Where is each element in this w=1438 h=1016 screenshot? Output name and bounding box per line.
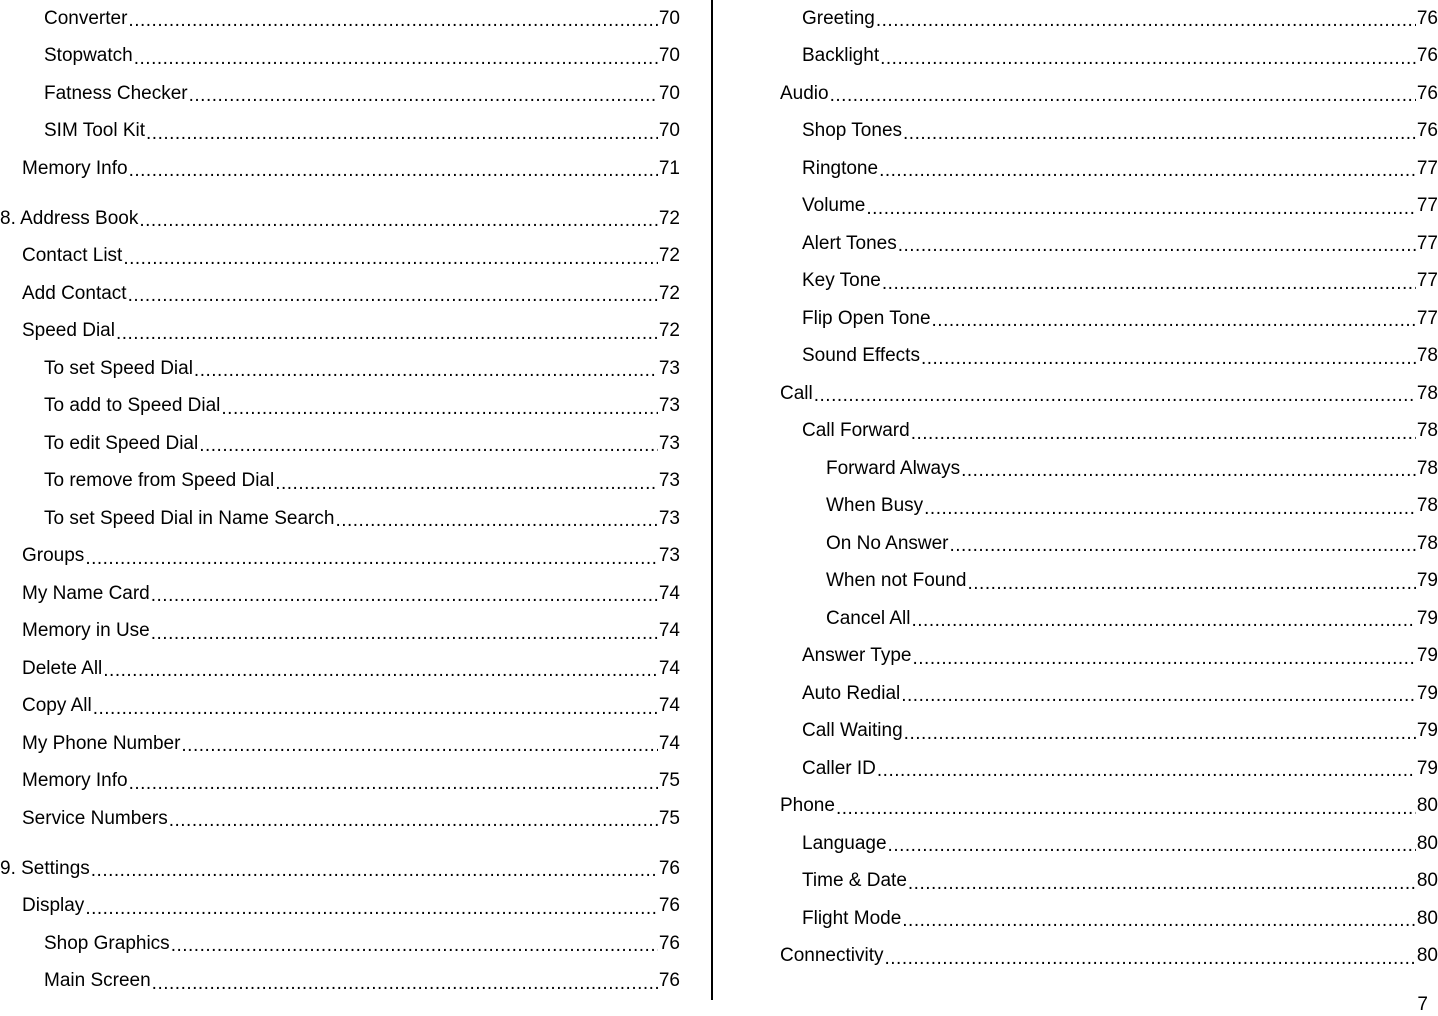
toc-entry-page: 79	[1416, 570, 1438, 592]
toc-entry-title: Alert Tones	[802, 232, 897, 254]
toc-entry-title: 9. Settings	[0, 857, 90, 879]
dot-leader	[901, 686, 1416, 705]
toc-entry-title: Add Contact	[22, 282, 127, 304]
toc-entry[interactable]	[0, 888, 680, 926]
toc-entry[interactable]	[780, 563, 1438, 601]
dot-leader	[912, 649, 1415, 668]
toc-entry[interactable]	[0, 388, 680, 426]
toc-entry[interactable]	[0, 575, 680, 613]
toc-entry-title: Auto Redial	[802, 682, 901, 704]
toc-entry-title: My Phone Number	[22, 732, 181, 754]
dot-leader	[335, 511, 657, 530]
toc-entry-title: Fatness Checker	[44, 82, 188, 104]
toc-entry[interactable]	[780, 788, 1438, 826]
toc-entry[interactable]	[0, 763, 680, 801]
toc-entry-page: 80	[1416, 870, 1438, 892]
toc-entry-title: To edit Speed Dial	[44, 432, 199, 454]
toc-entry[interactable]	[780, 0, 1438, 38]
toc-entry-page: 79	[1416, 682, 1438, 704]
toc-entry[interactable]	[780, 863, 1438, 901]
toc-entry-page: 72	[658, 282, 680, 304]
toc-entry-title: When Busy	[826, 495, 924, 517]
dot-leader	[911, 424, 1416, 443]
toc-entry[interactable]	[0, 313, 680, 351]
page-number: 7	[1417, 994, 1428, 1015]
toc-entry[interactable]	[780, 188, 1438, 226]
toc-entry-page: 73	[658, 395, 680, 417]
toc-entry[interactable]	[780, 150, 1438, 188]
dot-leader	[879, 161, 1416, 180]
toc-entry-title: Volume	[802, 195, 866, 217]
toc-entry-title: Groups	[22, 545, 85, 567]
dot-leader	[902, 911, 1416, 930]
toc-entry-title: On No Answer	[826, 532, 949, 554]
toc-entry-title: Delete All	[22, 657, 103, 679]
toc-entry-page: 74	[658, 657, 680, 679]
dot-leader	[904, 724, 1416, 743]
dot-leader	[888, 836, 1416, 855]
toc-entry-page: 77	[1416, 232, 1438, 254]
dot-leader	[146, 124, 658, 143]
toc-entry[interactable]	[780, 750, 1438, 788]
dot-leader	[128, 11, 657, 30]
toc-entry-title: To remove from Speed Dial	[44, 470, 275, 492]
toc-entry[interactable]	[780, 825, 1438, 863]
toc-entry[interactable]	[780, 488, 1438, 526]
dot-leader	[103, 661, 658, 680]
toc-entry-page: 77	[1416, 195, 1438, 217]
toc-entry[interactable]	[780, 525, 1438, 563]
toc-entry[interactable]	[780, 638, 1438, 676]
toc-entry-title: Shop Tones	[802, 120, 903, 142]
dot-leader	[151, 624, 658, 643]
toc-entry[interactable]	[0, 150, 680, 188]
dot-leader	[898, 236, 1416, 255]
toc-entry[interactable]	[0, 350, 680, 388]
dot-leader	[885, 949, 1416, 968]
toc-entry[interactable]	[0, 613, 680, 651]
toc-entry-page: 77	[1416, 307, 1438, 329]
dot-leader	[908, 874, 1416, 893]
toc-entry-title: SIM Tool Kit	[44, 120, 146, 142]
dot-leader	[921, 349, 1416, 368]
dot-leader	[199, 436, 658, 455]
toc-entry[interactable]	[780, 38, 1438, 76]
toc-entry-page: 79	[1416, 720, 1438, 742]
toc-entry-page: 76	[658, 895, 680, 917]
dot-leader	[912, 611, 1416, 630]
toc-entry[interactable]	[0, 463, 680, 501]
toc-entry-page: 78	[1416, 495, 1438, 517]
toc-entry[interactable]	[780, 225, 1438, 263]
toc-entry[interactable]	[0, 850, 680, 888]
toc-entry-title: Flight Mode	[802, 907, 902, 929]
toc-entry-title: Greeting	[802, 7, 875, 29]
dot-leader	[967, 574, 1415, 593]
toc-entry-title: Service Numbers	[22, 807, 168, 829]
toc-entry[interactable]	[780, 413, 1438, 451]
toc-right-column	[780, 0, 1438, 975]
dot-leader	[882, 274, 1416, 293]
toc-entry[interactable]	[0, 500, 680, 538]
toc-entry[interactable]	[780, 675, 1438, 713]
toc-entry[interactable]	[0, 75, 680, 113]
toc-entry-page: 74	[658, 620, 680, 642]
toc-left-column	[0, 0, 680, 1000]
dot-leader	[866, 199, 1415, 218]
dot-leader	[85, 549, 658, 568]
dot-leader	[85, 899, 658, 918]
dot-leader	[275, 474, 658, 493]
dot-leader	[152, 974, 658, 993]
dot-leader	[924, 499, 1416, 518]
toc-entry-page: 78	[1416, 420, 1438, 442]
toc-entry-page: 75	[658, 770, 680, 792]
dot-leader	[169, 811, 658, 830]
toc-entry-title: Shop Graphics	[44, 932, 170, 954]
toc-entry-page: 72	[658, 207, 680, 229]
toc-entry-page: 80	[1416, 945, 1438, 967]
toc-entry-page: 79	[1416, 757, 1438, 779]
dot-leader	[194, 361, 658, 380]
toc-entry-title: To set Speed Dial	[44, 357, 193, 379]
toc-entry[interactable]	[0, 425, 680, 463]
toc-entry-title: Forward Always	[826, 457, 961, 479]
toc-entry[interactable]	[780, 263, 1438, 301]
dot-leader	[876, 11, 1416, 30]
toc-entry-title: Call Waiting	[802, 720, 903, 742]
dot-leader	[814, 386, 1416, 405]
toc-entry[interactable]	[780, 713, 1438, 751]
toc-entry-title: Language	[802, 832, 887, 854]
toc-entry-page: 77	[1416, 270, 1438, 292]
dot-leader	[903, 124, 1416, 143]
toc-entry-page: 80	[1416, 795, 1438, 817]
dot-leader	[91, 861, 658, 880]
toc-entry-title: When not Found	[826, 570, 967, 592]
dot-leader	[877, 761, 1416, 780]
toc-entry-page: 72	[658, 320, 680, 342]
toc-entry[interactable]	[0, 538, 680, 576]
toc-entry[interactable]	[0, 113, 680, 151]
toc-entry-title: Call Forward	[802, 420, 910, 442]
toc-entry-page: 74	[658, 732, 680, 754]
toc-entry-page: 73	[658, 470, 680, 492]
toc-entry-page: 80	[1416, 907, 1438, 929]
dot-leader	[93, 699, 658, 718]
toc-entry-title: Memory in Use	[22, 620, 150, 642]
toc-entry-page: 70	[658, 120, 680, 142]
dot-leader	[932, 311, 1416, 330]
toc-entry[interactable]	[780, 75, 1438, 113]
toc-entry-title: Contact List	[22, 245, 123, 267]
toc-entry-page: 76	[1416, 120, 1438, 142]
toc-entry[interactable]	[780, 375, 1438, 413]
toc-entry[interactable]	[780, 900, 1438, 938]
dot-leader	[134, 49, 658, 68]
toc-entry-page: 78	[1416, 532, 1438, 554]
toc-entry-title: To set Speed Dial in Name Search	[44, 507, 335, 529]
toc-entry-title: Cancel All	[826, 607, 911, 629]
dot-leader	[129, 774, 658, 793]
toc-entry-page: 76	[658, 970, 680, 992]
toc-entry-title: My Name Card	[22, 582, 150, 604]
toc-entry-page: 80	[1416, 832, 1438, 854]
toc-entry[interactable]	[0, 200, 680, 238]
toc-entry[interactable]	[780, 113, 1438, 151]
toc-entry[interactable]	[0, 0, 680, 38]
toc-entry-page: 72	[658, 245, 680, 267]
toc-entry-title: 8. Address Book	[0, 207, 139, 229]
toc-entry[interactable]	[780, 938, 1438, 976]
toc-entry[interactable]	[0, 925, 680, 963]
dot-leader	[181, 736, 657, 755]
toc-entry-title: Speed Dial	[22, 320, 115, 342]
dot-leader	[189, 86, 658, 105]
toc-entry[interactable]	[0, 238, 680, 276]
toc-entry-page: 78	[1416, 345, 1438, 367]
dot-leader	[961, 461, 1416, 480]
column-divider	[711, 0, 713, 1000]
toc-entry-title: Converter	[44, 7, 128, 29]
toc-entry-title: Display	[22, 895, 85, 917]
toc-entry[interactable]	[0, 800, 680, 838]
dot-leader	[221, 399, 657, 418]
toc-entry-page: 78	[1416, 457, 1438, 479]
toc-entry-page: 70	[658, 7, 680, 29]
toc-entry-page: 78	[1416, 382, 1438, 404]
dot-leader	[123, 249, 658, 268]
toc-entry-title: Phone	[780, 795, 835, 817]
toc-entry-title: Answer Type	[802, 645, 912, 667]
toc-entry-page: 73	[658, 357, 680, 379]
toc-entry-title: Main Screen	[44, 970, 151, 992]
toc-entry-title: Flip Open Tone	[802, 307, 931, 329]
toc-entry-page: 73	[658, 432, 680, 454]
dot-leader	[128, 286, 658, 305]
toc-entry-page: 77	[1416, 157, 1438, 179]
toc-entry[interactable]	[0, 275, 680, 313]
toc-entry-title: To add to Speed Dial	[44, 395, 221, 417]
toc-entry[interactable]	[0, 688, 680, 726]
toc-entry-title: Call	[780, 382, 813, 404]
dot-leader	[171, 936, 658, 955]
dot-leader	[880, 49, 1416, 68]
toc-entry-page: 76	[658, 932, 680, 954]
toc-entry-page: 73	[658, 545, 680, 567]
toc-entry-title: Memory Info	[22, 770, 128, 792]
toc-entry-page: 74	[658, 582, 680, 604]
toc-entry-title: Stopwatch	[44, 45, 133, 67]
toc-entry[interactable]	[780, 600, 1438, 638]
toc-entry-page: 71	[658, 157, 680, 179]
dot-leader	[151, 586, 658, 605]
toc-entry-page: 74	[658, 695, 680, 717]
toc-entry-title: Key Tone	[802, 270, 881, 292]
toc-entry-title: Caller ID	[802, 757, 876, 779]
toc-entry-title: Memory Info	[22, 157, 128, 179]
toc-entry[interactable]	[780, 450, 1438, 488]
toc-entry-page: 73	[658, 507, 680, 529]
dot-leader	[950, 536, 1416, 555]
toc-entry-title: Time & Date	[802, 870, 907, 892]
toc-entry-title: Copy All	[22, 695, 92, 717]
toc-entry-page: 76	[1416, 7, 1438, 29]
toc-entry[interactable]	[780, 300, 1438, 338]
toc-entry-page: 79	[1416, 607, 1438, 629]
toc-entry-page: 76	[1416, 82, 1438, 104]
toc-entry-title: Audio	[780, 82, 829, 104]
toc-entry-title: Connectivity	[780, 945, 884, 967]
toc-entry-title: Ringtone	[802, 157, 879, 179]
dot-leader	[139, 211, 657, 230]
toc-entry-page: 79	[1416, 645, 1438, 667]
toc-entry[interactable]	[780, 338, 1438, 376]
toc-entry-page: 70	[658, 45, 680, 67]
toc-entry[interactable]	[0, 725, 680, 763]
dot-leader	[116, 324, 658, 343]
dot-leader	[836, 799, 1416, 818]
toc-entry[interactable]	[0, 38, 680, 76]
toc-entry-title: Sound Effects	[802, 345, 920, 367]
toc-entry-page: 70	[658, 82, 680, 104]
toc-entry[interactable]	[0, 963, 680, 1001]
dot-leader	[830, 86, 1416, 105]
toc-entry-page: 76	[658, 857, 680, 879]
toc-entry-page: 76	[1416, 45, 1438, 67]
toc-entry[interactable]	[0, 650, 680, 688]
dot-leader	[129, 161, 658, 180]
toc-entry-title: Backlight	[802, 45, 880, 67]
toc-entry-page: 75	[658, 807, 680, 829]
